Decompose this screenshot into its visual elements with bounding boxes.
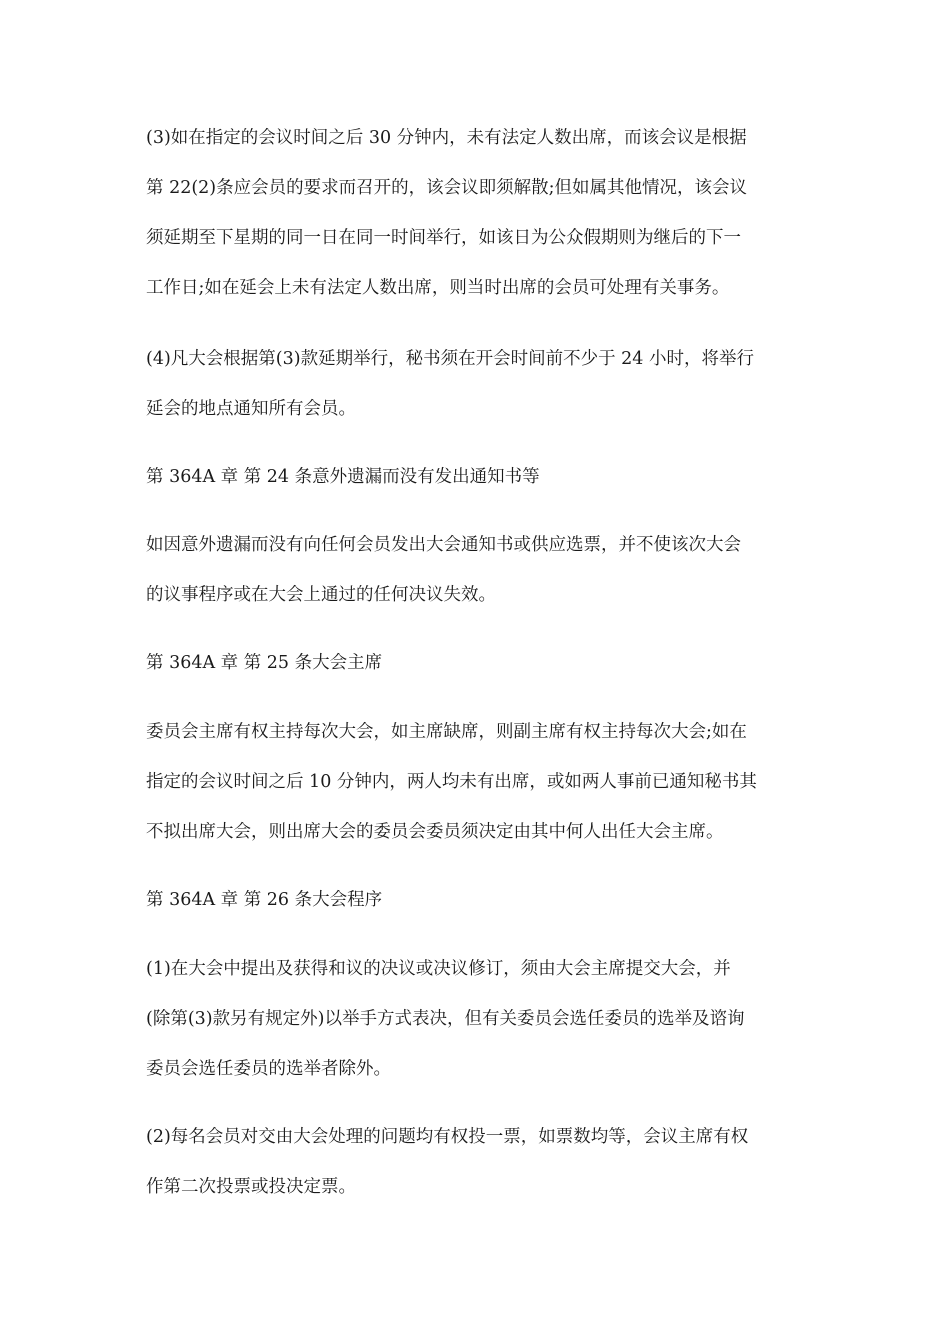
text-line: 委员会选任委员的选举者除外。 bbox=[146, 1059, 391, 1079]
text-line: 作第二次投票或投决定票。 bbox=[146, 1177, 356, 1197]
heading-text: 第 364A 章 第 25 条大会主席 bbox=[146, 653, 383, 673]
text-line: (除第(3)款另有规定外)以举手方式表决，但有关委员会选任委员的选举及谘询 bbox=[146, 1009, 745, 1029]
paragraph-casting-vote bbox=[146, 1112, 826, 1212]
text-line: 如因意外遗漏而没有向任何会员发出大会通知书或供应选票，并不使该次大会 bbox=[146, 535, 741, 555]
section-heading-25 bbox=[146, 638, 826, 688]
paragraph-meeting-chairman bbox=[146, 707, 826, 857]
text-line: 不拟出席大会，则出席大会的委员会委员须决定由其中何人出任大会主席。 bbox=[146, 822, 724, 842]
text-line: 第 22(2)条应会员的要求而召开的，该会议即须解散;但如属其他情况，该会议 bbox=[146, 178, 748, 198]
text-line: (1)在大会中提出及获得和议的决议或决议修订，须由大会主席提交大会，并 bbox=[146, 959, 731, 979]
text-line: 须延期至下星期的同一日在同一时间举行，如该日为公众假期则为继后的下一 bbox=[146, 228, 741, 248]
paragraph-quorum-adjournment bbox=[146, 113, 826, 313]
text-line: 延会的地点通知所有会员。 bbox=[146, 399, 356, 419]
paragraph-resolution-voting bbox=[146, 944, 826, 1094]
heading-text: 第 364A 章 第 24 条意外遗漏而没有发出通知书等 bbox=[146, 467, 540, 487]
paragraph-adjourned-meeting-notice bbox=[146, 334, 826, 434]
text-line: (4)凡大会根据第(3)款延期举行，秘书须在开会时间前不少于 24 小时，将举行 bbox=[146, 349, 754, 369]
text-line: 委员会主席有权主持每次大会，如主席缺席，则副主席有权主持每次大会;如在 bbox=[146, 722, 747, 742]
text-line: (3)如在指定的会议时间之后 30 分钟内，未有法定人数出席，而该会议是根据 bbox=[146, 128, 747, 148]
text-line: 的议事程序或在大会上通过的任何决议失效。 bbox=[146, 585, 496, 605]
section-heading-26 bbox=[146, 875, 826, 925]
heading-text: 第 364A 章 第 26 条大会程序 bbox=[146, 890, 383, 910]
section-heading-24 bbox=[146, 452, 826, 502]
text-line: 工作日;如在延会上未有法定人数出席，则当时出席的会员可处理有关事务。 bbox=[146, 278, 730, 298]
paragraph-accidental-omission bbox=[146, 520, 826, 620]
text-line: (2)每名会员对交由大会处理的问题均有权投一票，如票数均等，会议主席有权 bbox=[146, 1127, 749, 1147]
text-line: 指定的会议时间之后 10 分钟内，两人均未有出席，或如两人事前已通知秘书其 bbox=[146, 772, 757, 792]
